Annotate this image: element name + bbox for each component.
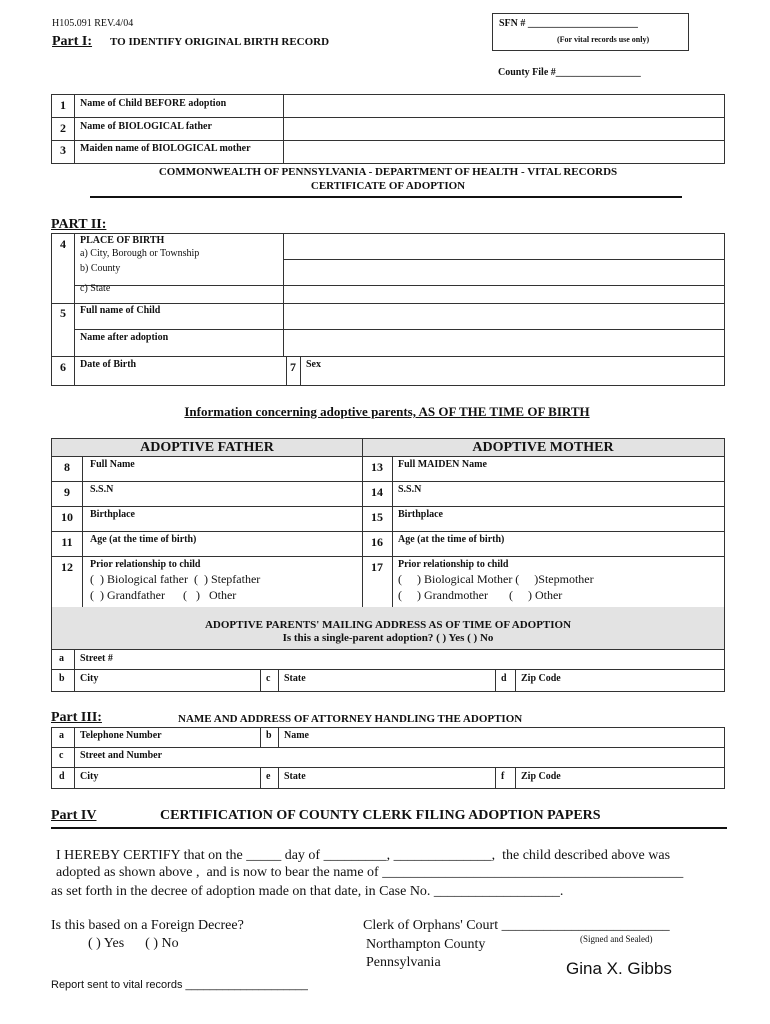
name-letter: b bbox=[266, 730, 272, 741]
row-number: 8 bbox=[64, 460, 70, 474]
row-number: 10 bbox=[61, 510, 73, 524]
mother-birthplace-label: Birthplace bbox=[398, 509, 443, 520]
state-letter: c bbox=[266, 673, 271, 684]
row-number: 4 bbox=[60, 237, 66, 251]
row-number: 16 bbox=[371, 535, 383, 549]
single-parent-question[interactable]: Is this a single-parent adoption? ( ) Yes ( ) No bbox=[282, 632, 494, 644]
title-rule bbox=[90, 196, 682, 198]
name-after-label: Name after adoption bbox=[80, 332, 169, 343]
dob-label: Date of Birth bbox=[80, 359, 137, 370]
part4-rule bbox=[51, 827, 727, 829]
sex-label: Sex bbox=[306, 359, 321, 370]
city-borough-label: a) City, Borough or Township bbox=[80, 248, 200, 259]
adoptive-mother-header: ADOPTIVE MOTHER bbox=[472, 440, 614, 455]
part2-label: PART II: bbox=[51, 217, 107, 232]
sfn-note: (For vital records use only) bbox=[557, 35, 650, 44]
sfn-label: SFN # ______________________ bbox=[499, 18, 638, 29]
attorney-state-label: State bbox=[284, 771, 306, 782]
row-number: 3 bbox=[60, 143, 66, 157]
county-name: Northampton County bbox=[366, 937, 486, 952]
row-number: 11 bbox=[61, 535, 73, 549]
row-number: 14 bbox=[371, 485, 383, 499]
row-number: 12 bbox=[61, 560, 73, 574]
clerk-line: Clerk of Orphans' Court ________________________ bbox=[363, 918, 670, 933]
zip-label: Zip Code bbox=[521, 673, 561, 684]
row-number: 2 bbox=[60, 121, 66, 135]
father-ssn-label: S.S.N bbox=[90, 484, 114, 495]
sfn-box bbox=[492, 13, 689, 51]
zip-letter: f bbox=[501, 771, 505, 782]
part3-title: NAME AND ADDRESS OF ATTORNEY HANDLING THE ADOPTION bbox=[178, 713, 523, 725]
adoptive-father-header: ADOPTIVE FATHER bbox=[140, 440, 274, 455]
mother-prior-options-2[interactable]: ( ) Grandmother ( ) Other bbox=[398, 588, 563, 602]
title-line2: CERTIFICATE OF ADOPTION bbox=[310, 180, 466, 192]
street-letter: c bbox=[59, 750, 64, 761]
part4-title: CERTIFICATION OF COUNTY CLERK FILING ADOPTION PAPERS bbox=[160, 808, 601, 823]
title-line1: COMMONWEALTH OF PENNSYLVANIA - DEPARTMENT OF HEALTH - VITAL RECORDS bbox=[158, 166, 618, 178]
adoptive-heading: Information concerning adoptive parents, AS OF THE TIME OF BIRTH bbox=[184, 404, 590, 419]
bio-father-label: Name of BIOLOGICAL father bbox=[80, 121, 212, 132]
mother-maiden-name-label: Full MAIDEN Name bbox=[398, 459, 487, 470]
row-number: 17 bbox=[371, 560, 383, 574]
father-prior-label: Prior relationship to child bbox=[90, 559, 201, 570]
part4-label: Part IV bbox=[51, 808, 97, 823]
mother-ssn-label: S.S.N bbox=[398, 484, 422, 495]
attorney-city-label: City bbox=[80, 771, 99, 782]
state-name: Pennsylvania bbox=[366, 955, 441, 970]
mother-age-label: Age (at the time of birth) bbox=[398, 534, 505, 545]
foreign-decree-options[interactable]: ( ) Yes ( ) No bbox=[88, 936, 179, 951]
row-number: 9 bbox=[64, 485, 70, 499]
state-label: State bbox=[284, 673, 306, 684]
report-sent-line: Report sent to vital records ____________________ bbox=[51, 979, 308, 991]
city-label: City bbox=[80, 673, 99, 684]
row-number: 1 bbox=[60, 98, 66, 112]
row-number: 6 bbox=[60, 360, 66, 374]
part3-table bbox=[51, 727, 725, 789]
attorney-street-label: Street and Number bbox=[80, 750, 163, 761]
bio-mother-label: Maiden name of BIOLOGICAL mother bbox=[80, 143, 251, 154]
mother-prior-label: Prior relationship to child bbox=[398, 559, 509, 570]
part3-label: Part III: bbox=[51, 710, 102, 725]
attorney-name-label: Name bbox=[284, 730, 309, 741]
zip-letter: d bbox=[501, 673, 507, 684]
attorney-zip-label: Zip Code bbox=[521, 771, 561, 782]
row-number: 13 bbox=[371, 460, 383, 474]
certify-line-2: adopted as shown above , and is now to bear the name of ___________________________________________ bbox=[56, 865, 684, 880]
signer-name: Gina X. Gibbs bbox=[566, 959, 672, 978]
certify-line-1: I HEREBY CERTIFY that on the _____ day of _________, ______________, the child described above was bbox=[56, 848, 671, 863]
father-prior-options-1[interactable]: ( ) Biological father ( ) Stepfather bbox=[90, 572, 261, 586]
father-birthplace-label: Birthplace bbox=[90, 509, 135, 520]
mailing-address-title: ADOPTIVE PARENTS' MAILING ADDRESS AS OF TIME OF ADOPTION bbox=[204, 619, 572, 631]
row-number: 7 bbox=[290, 360, 296, 374]
street-letter: a bbox=[59, 653, 64, 664]
signed-sealed-note: (Signed and Sealed) bbox=[580, 934, 653, 944]
state-letter: e bbox=[266, 771, 271, 782]
form-id: H105.091 REV.4/04 bbox=[52, 18, 134, 29]
father-full-name-label: Full Name bbox=[90, 459, 135, 470]
county-file: County File #_________________ bbox=[498, 67, 641, 78]
part1-label: Part I: bbox=[52, 34, 93, 49]
phone-label: Telephone Number bbox=[80, 730, 162, 741]
part1-title: TO IDENTIFY ORIGINAL BIRTH RECORD bbox=[110, 36, 330, 48]
foreign-decree-question: Is this based on a Foreign Decree? bbox=[51, 918, 244, 933]
father-prior-options-2[interactable]: ( ) Grandfather ( ) Other bbox=[90, 588, 237, 602]
place-of-birth-label: PLACE OF BIRTH bbox=[80, 235, 165, 246]
phone-letter: a bbox=[59, 730, 64, 741]
street-label: Street # bbox=[80, 653, 113, 664]
state-label: c) State bbox=[80, 283, 111, 294]
row-number: 15 bbox=[371, 510, 383, 524]
city-letter: d bbox=[59, 771, 65, 782]
row-number: 5 bbox=[60, 306, 66, 320]
county-label: b) County bbox=[80, 263, 121, 274]
part2-table bbox=[51, 233, 725, 386]
father-age-label: Age (at the time of birth) bbox=[90, 534, 197, 545]
certify-line-3: as set forth in the decree of adoption made on that date, in Case No. __________________. bbox=[51, 884, 564, 899]
mother-prior-options-1[interactable]: ( ) Biological Mother ( )Stepmother bbox=[398, 572, 594, 586]
child-before-label: Name of Child BEFORE adoption bbox=[80, 98, 227, 109]
part1-table bbox=[51, 94, 725, 164]
city-letter: b bbox=[59, 673, 65, 684]
full-name-label: Full name of Child bbox=[80, 305, 161, 316]
adoptive-table bbox=[51, 438, 725, 692]
